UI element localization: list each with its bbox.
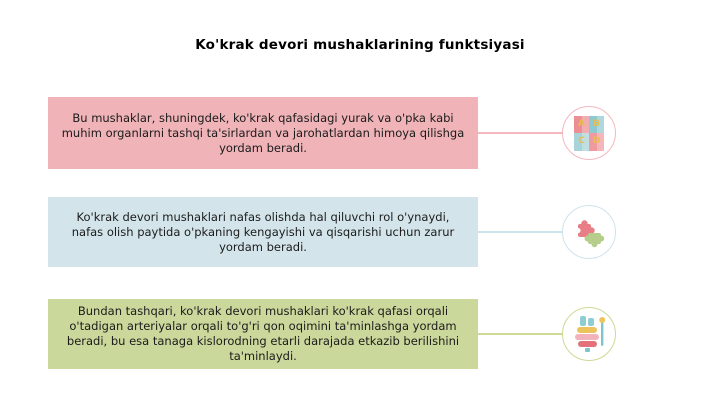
icon-circle [562, 106, 616, 160]
block-letter: C [578, 136, 585, 147]
info-text: Ko'krak devori mushaklari nafas olishda hal qiluvchi rol o'ynaydi, nafas olish paytida o'pkaning kengayishi va qisqarishi uchun zarur yordam beradi. [71, 209, 455, 254]
icon-circle [562, 205, 616, 259]
info-text: Bundan tashqari, ko'krak devori mushaklari ko'krak qafasi orqali o'tadigan arteriyalar orqali to'g'ri qon oqimini ta'minlashga yordam beradi, bu esa tanaga kislorodning etarli darajada etkazib berilishini ta'minlaydi. [66, 304, 460, 363]
connector-line [478, 333, 563, 335]
letter-block [589, 116, 604, 134]
letter-block [574, 133, 589, 151]
connector-line [478, 132, 563, 134]
puzzle-pieces-icon [572, 215, 606, 249]
block-letter: B [593, 118, 600, 129]
letter-block [589, 133, 604, 151]
connector-line [478, 231, 563, 233]
icon-circle [562, 307, 616, 361]
block-letter: A [578, 118, 585, 129]
info-text: Bu mushaklar, shuningdek, ko'krak qafasidagi yurak va o'pka kabi muhim organlarni tashqi ta'sirlardan va jarohatlardan himoya qilishga yordam beradi. [61, 110, 465, 155]
info-box-protection [48, 97, 478, 169]
page-title: Ko'krak devori mushaklarining funktsiyasi [195, 37, 525, 53]
block-letter: D [592, 136, 601, 147]
info-box-breathing [48, 197, 478, 267]
alphabet-blocks-icon [574, 116, 604, 151]
letter-block [574, 116, 589, 134]
info-box-bloodflow [48, 299, 478, 369]
stacking-toy-icon [572, 314, 606, 354]
